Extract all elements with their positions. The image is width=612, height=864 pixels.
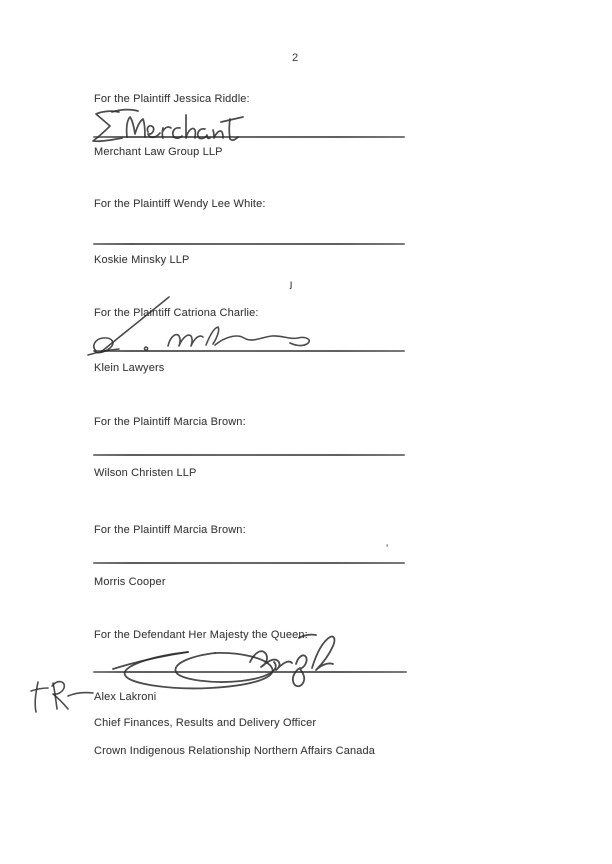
defendant-signature: [113, 635, 334, 689]
signature-block-label: For the Plaintiff Wendy Lee White:: [94, 198, 266, 210]
page-number: 2: [292, 52, 299, 64]
signature-block-label: For the Plaintiff Marcia Brown:: [94, 524, 246, 536]
signature-line: [93, 350, 405, 352]
firm-name: Koskie Minsky LLP: [94, 254, 190, 266]
signature-line: [93, 454, 405, 456]
signature-line: [93, 136, 405, 138]
margin-initials: [31, 682, 93, 712]
signature-line: [93, 243, 405, 245]
firm-name: Merchant Law Group LLP: [94, 146, 223, 158]
signature-block-label: For the Plaintiff Jessica Riddle:: [94, 93, 250, 105]
signature-line: [93, 671, 407, 673]
signatory-organization: Crown Indigenous Relationship Northern Affairs Canada: [94, 745, 376, 757]
signature-block-label: For the Plaintiff Catriona Charlie:: [94, 307, 259, 319]
firm-name: Klein Lawyers: [94, 362, 165, 374]
firm-name: Wilson Christen LLP: [94, 467, 197, 479]
firm-name: Morris Cooper: [94, 576, 166, 588]
signatory-title: Chief Finances, Results and Delivery Officer: [94, 717, 317, 729]
signature-block-label: For the Defendant Her Majesty the Queen:: [94, 629, 308, 641]
signature-line: [93, 562, 405, 564]
scan-artifact-mark: ʼ: [386, 544, 389, 555]
scan-artifact-mark: ȷ: [290, 279, 293, 290]
signatory-name: Alex Lakroni: [94, 691, 157, 703]
charlie-signature: [88, 297, 309, 355]
signature-block-label: For the Plaintiff Marcia Brown:: [94, 416, 246, 428]
